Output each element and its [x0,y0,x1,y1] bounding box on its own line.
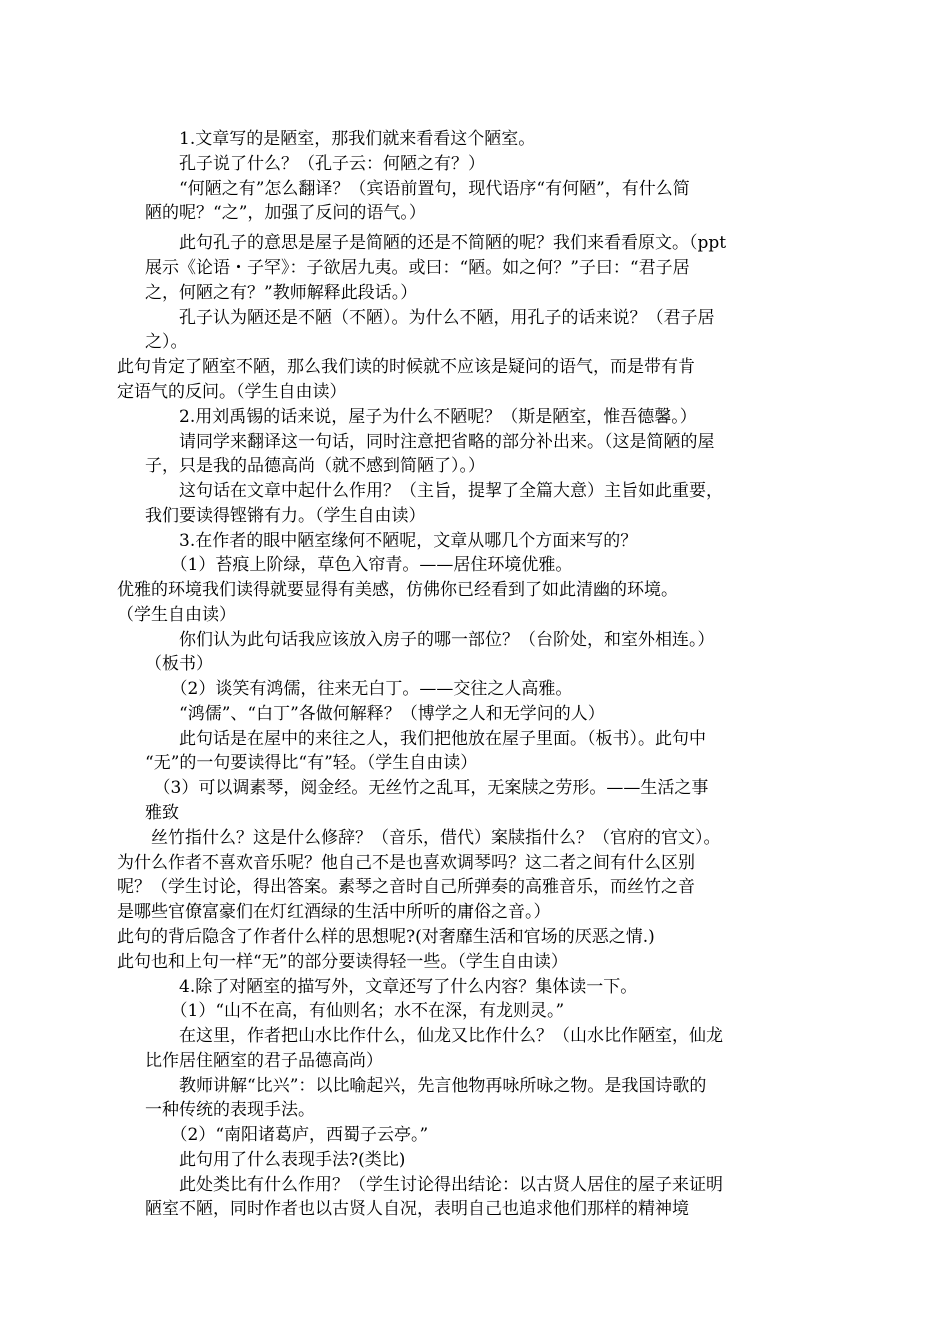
text-line: 此句也和上句一样“无”的部分要读得轻一些。（学生自由读） [117,952,568,972]
text-line: 优雅的环境我们读得就要显得有美感，仿佛你已经看到了如此清幽的环境。 [117,580,678,600]
text-line: （1）苔痕上阶绿，草色入帘青。——居住环境优雅。 [145,555,573,575]
text-line: 在这里，作者把山水比作什么，仙龙又比作什么？（山水比作陋室，仙龙 [145,1026,723,1046]
text-line: （2）谈笑有鸿儒，往来无白丁。——交往之人高雅。 [145,679,573,699]
text-line: 此句肯定了陋室不陋，那么我们读的时候就不应该是疑问的语气，而是带有肯 [117,357,695,377]
text-line: 我们要读得铿锵有力。（学生自由读） [145,506,426,526]
text-line: 此句用了什么表现手法?(类比) [145,1150,406,1170]
text-line: 是哪些官僚富豪们在灯红酒绿的生活中所听的庸俗之音。） [117,902,551,922]
text-line: 孔子认为陋还是不陋（不陋）。为什么不陋，用孔子的话来说？（君子居 [145,308,715,328]
text-line: “无”的一句要读得比“有”轻。（学生自由读） [145,753,478,773]
text-line: 展示《论语・子罕》：子欲居九夷。或曰：“陋。如之何？”子曰：“君子居 [145,258,690,278]
text-line: “何陋之有”怎么翻译？（宾语前置句，现代语序“有何陋”，有什么简 [145,179,690,199]
text-line: （2）“南阳诸葛庐，西蜀子云亭。” [145,1125,429,1145]
text-line: “鸿儒”、“白丁”各做何解释？（博学之人和无学问的人） [145,704,605,724]
text-line: 一种传统的表现手法。 [145,1100,315,1120]
text-line: 你们认为此句话我应该放入房子的哪一部位？（台阶处，和室外相连。） [145,630,715,650]
text-line: 1.文章写的是陋室，那我们就来看看这个陋室。 [145,129,536,149]
text-line: 陋室不陋，同时作者也以古贤人自况，表明自己也追求他们那样的精神境 [145,1199,689,1219]
text-line: 此句话是在屋中的来往之人，我们把他放在屋子里面。（板书）。此句中 [145,729,706,749]
text-line: 3.在作者的眼中陋室缘何不陋呢，文章从哪几个方面来写的？ [145,531,638,551]
text-line: 2.用刘禹锡的话来说，屋子为什么不陋呢？（斯是陋室，惟吾德馨。） [145,407,697,427]
text-line: 雅致 [145,803,179,823]
text-line: 子，只是我的品德高尚（就不感到简陋了）。） [145,456,485,476]
text-line: 为什么作者不喜欢音乐呢？他自己不是也喜欢调琴吗？这二者之间有什么区别 [117,853,695,873]
text-line: （板书） [145,654,213,674]
text-line: 丝竹指什么？这是什么修辞？（音乐，借代）案牍指什么？（官府的官文）。 [117,828,721,848]
text-line: 此句孔子的意思是屋子是简陋的还是不简陋的呢？我们来看看原文。（ppt [145,233,727,253]
text-line: 定语气的反问。（学生自由读） [117,382,347,402]
text-line: 教师讲解“比兴”：以比喻起兴，先言他物再咏所咏之物。是我国诗歌的 [145,1076,707,1096]
text-line: 此句的背后隐含了作者什么样的思想呢?(对奢靡生活和官场的厌恶之情.) [117,927,655,947]
text-line: 呢？（学生讨论，得出答案。素琴之音时自己所弹奏的高雅音乐，而丝竹之音 [117,877,695,897]
text-line: （3）可以调素琴，阅金经。无丝竹之乱耳，无案牍之劳形。——生活之事 [145,778,709,798]
text-line: 此处类比有什么作用？（学生讨论得出结论：以古贤人居住的屋子来证明 [145,1175,723,1195]
text-line: 比作居住陋室的君子品德高尚） [145,1051,383,1071]
text-line: 之，何陋之有？”教师解释此段话。） [145,283,418,303]
text-line: 请同学来翻译这一句话，同时注意把省略的部分补出来。（这是简陋的屋 [145,432,715,452]
text-line: 这句话在文章中起什么作用？（主旨，提挈了全篇大意）主旨如此重要， [145,481,723,501]
text-line: 4.除了对陋室的描写外，文章还写了什么内容？集体读一下。 [145,977,638,997]
text-line: 孔子说了什么？（孔子云：何陋之有？） [145,154,485,174]
document-page [117,0,817,1344]
text-line: 之）。 [145,332,188,352]
text-line: （学生自由读） [117,605,236,625]
text-line: （1）“山不在高，有仙则名；水不在深，有龙则灵。” [145,1001,565,1021]
text-line: 陋的呢？“之”，加强了反问的语气。） [145,203,426,223]
